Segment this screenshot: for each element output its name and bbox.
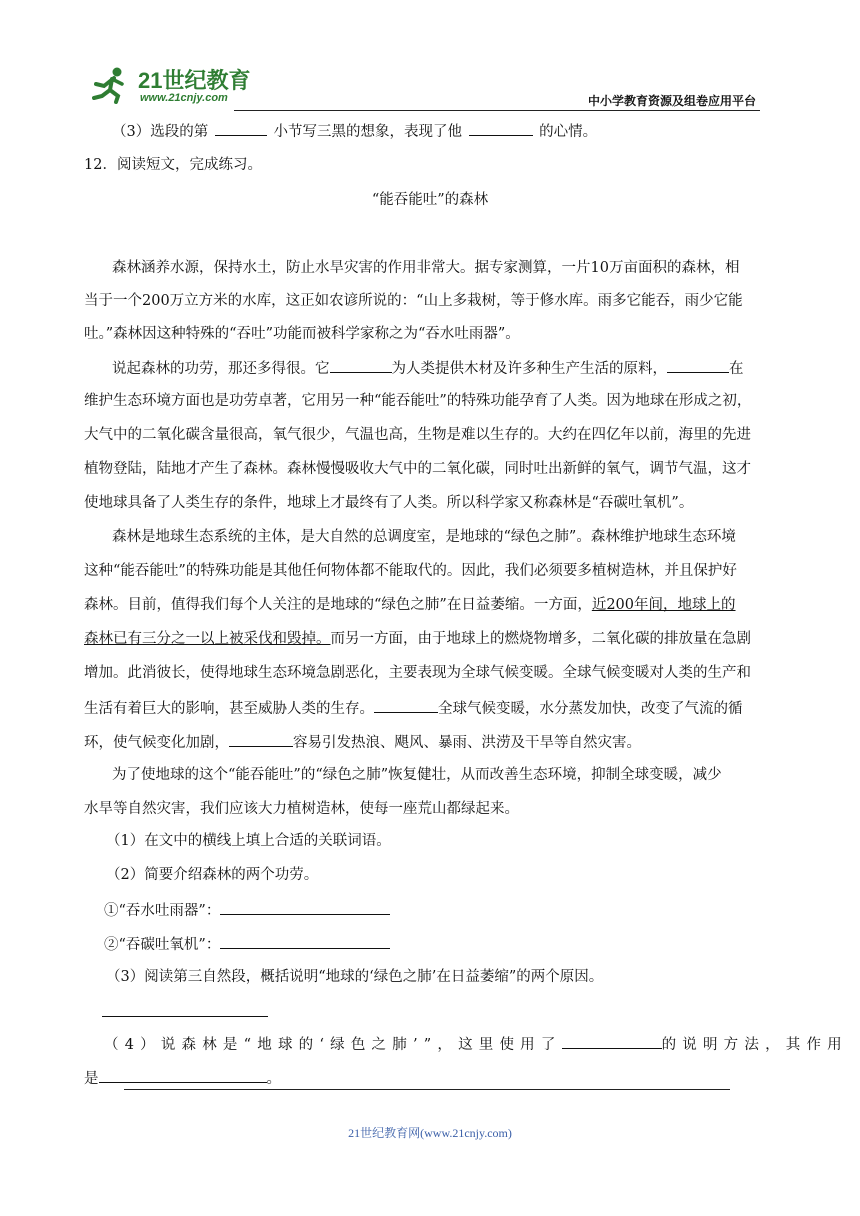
p3-line: 森林是地球生态系统的主体，是大自然的总调度室，是地球的“绿色之肺”。森林维护地球生态环境 [112, 529, 736, 545]
text: 在 [729, 361, 744, 377]
text: 环，使气候变化加剧， [84, 735, 229, 751]
sub-question-3: （3）阅读第三自然段，概括说明“地球的‘绿色之肺’在日益萎缩”的两个原因。 [106, 969, 604, 985]
site-logo [84, 60, 254, 108]
p2-line: 维护生态环境方面也是功劳卓著，它用另一种“能吞能吐”的特殊功能孕育了人类。因为地球在形成之初， [84, 393, 752, 409]
sub-question-1: （1）在文中的横线上填上合适的关联词语。 [106, 833, 391, 849]
answer-blank[interactable] [330, 357, 392, 373]
sub-question-2: （2）简要介绍森林的两个功劳。 [106, 867, 319, 883]
answer-blank[interactable] [667, 357, 729, 373]
text: 的说明方法，其作用 [661, 1037, 848, 1053]
p1-line: 森林涵养水源，保持水土，防止水旱灾害的作用非常大。据专家测算，一片10万亩面积的森林，相 [112, 260, 740, 276]
p2-line: 大气中的二氧化碳含量很高，氧气很少，气温也高，生物是难以生存的。大约在四亿年以前，海里的先进 [84, 427, 751, 443]
logo-url-text: www.21cnjy.com [140, 92, 228, 104]
runner-logo-icon [90, 66, 130, 104]
p1-line: 吐。”森林因这种特殊的“吞吐”功能而被科学家称之为“吞水吐雨器”。 [84, 326, 520, 342]
text: 森林。目前，值得我们每个人关注的是地球的“绿色之肺”在日益萎缩。一方面， [84, 597, 592, 613]
p4-line: 为了使地球的这个“能吞能吐”的“绿色之肺”恢复健壮，从而改善生态环境，抑制全球变暖，减少 [112, 767, 722, 783]
answer-blank[interactable] [562, 1033, 662, 1049]
answer-blank[interactable] [220, 933, 390, 949]
text: 而另一方面，由于地球上的燃烧物增多，二氧化碳的排放量在急剧 [330, 631, 751, 647]
sub-question-2-a [104, 899, 768, 921]
p2-line: 植物登陆，陆地才产生了森林。森林慢慢吸收大气中的二氧化碳，同时吐出新鲜的氧气，调节气温，这才 [84, 461, 751, 477]
footer-source: 21世纪教育网(www.21cnjy.com) [348, 1126, 512, 1140]
answer-blank[interactable] [229, 731, 293, 747]
p3-line: 这种“能吞能吐”的特殊功能是其他任何物体都不能取代的。因此，我们必须要多植树造林，并且保护好 [84, 563, 737, 579]
p2-line: 使地球具备了人类生存的条件，地球上才最终有了人类。所以科学家又称森林是“吞碳吐氧机”。 [84, 495, 694, 511]
underlined-text: 森林已有三分之一以上被采伐和毁掉。 [84, 631, 331, 647]
platform-name: 中小学教育资源及组卷应用平台 [587, 94, 756, 108]
text: 的心情。 [539, 124, 598, 140]
text: （3）选段的第 [112, 124, 209, 140]
text: ②“吞碳吐氧机”： [104, 937, 221, 953]
passage-title: “能吞能吐”的森林 [371, 192, 489, 208]
question-12-intro: 12．阅读短文，完成练习。 [84, 157, 262, 173]
answer-line[interactable] [102, 1016, 268, 1017]
text: 。 [266, 1071, 281, 1087]
answer-blank[interactable] [99, 1067, 267, 1083]
p1-line: 当于一个200万立方米的水库，这正如农谚所说的：“山上多栽树，等于修水库。雨多它能吞，雨少它能 [84, 293, 743, 309]
text: 是 [84, 1071, 99, 1087]
p4-line: 水旱等自然灾害，我们应该大力植树造林，使每一座荒山都绿起来。 [84, 801, 519, 817]
text: 生活有着巨大的影响，甚至威胁人类的生存。 [84, 701, 374, 717]
text: 容易引发热浪、飓风、暴雨、洪涝及干旱等自然灾害。 [293, 735, 641, 751]
answer-blank[interactable] [374, 697, 438, 713]
sub-question-2-b [104, 933, 768, 955]
logo-brand-text: 21世纪教育 [138, 68, 251, 93]
text: 为人类提供木材及许多种生产生活的原料， [391, 361, 667, 377]
text: 全球气候变暖，水分蒸发加快，改变了气流的循 [438, 701, 743, 717]
footer-divider [124, 1089, 730, 1090]
underlined-text: 近200年间，地球上的 [591, 597, 736, 613]
text: （4）说森林是“地球的‘绿色之肺’”，这里使用了 [104, 1037, 562, 1053]
sub-question-4 [104, 1033, 848, 1055]
text: 说起森林的功劳，那还多得很。它 [112, 361, 330, 377]
p3-line [84, 731, 776, 753]
q11-sub3 [112, 120, 776, 142]
answer-blank[interactable] [220, 899, 390, 915]
p2-line [112, 357, 776, 379]
page-header [84, 56, 760, 112]
header-divider [234, 110, 760, 111]
answer-blank[interactable] [215, 120, 267, 136]
text: ①“吞水吐雨器”： [104, 903, 221, 919]
answer-blank[interactable] [469, 120, 533, 136]
p3-line [84, 595, 776, 615]
p3-line: 增加。此消彼长，使得地球生态环境急剧恶化，主要表现为全球气候变暖。全球气候变暖对人类的生产和 [84, 665, 751, 681]
sub-question-4-cont [84, 1067, 776, 1089]
p3-line [84, 629, 776, 649]
text: 小节写三黑的想象，表现了他 [273, 124, 462, 140]
p3-line [84, 697, 776, 719]
